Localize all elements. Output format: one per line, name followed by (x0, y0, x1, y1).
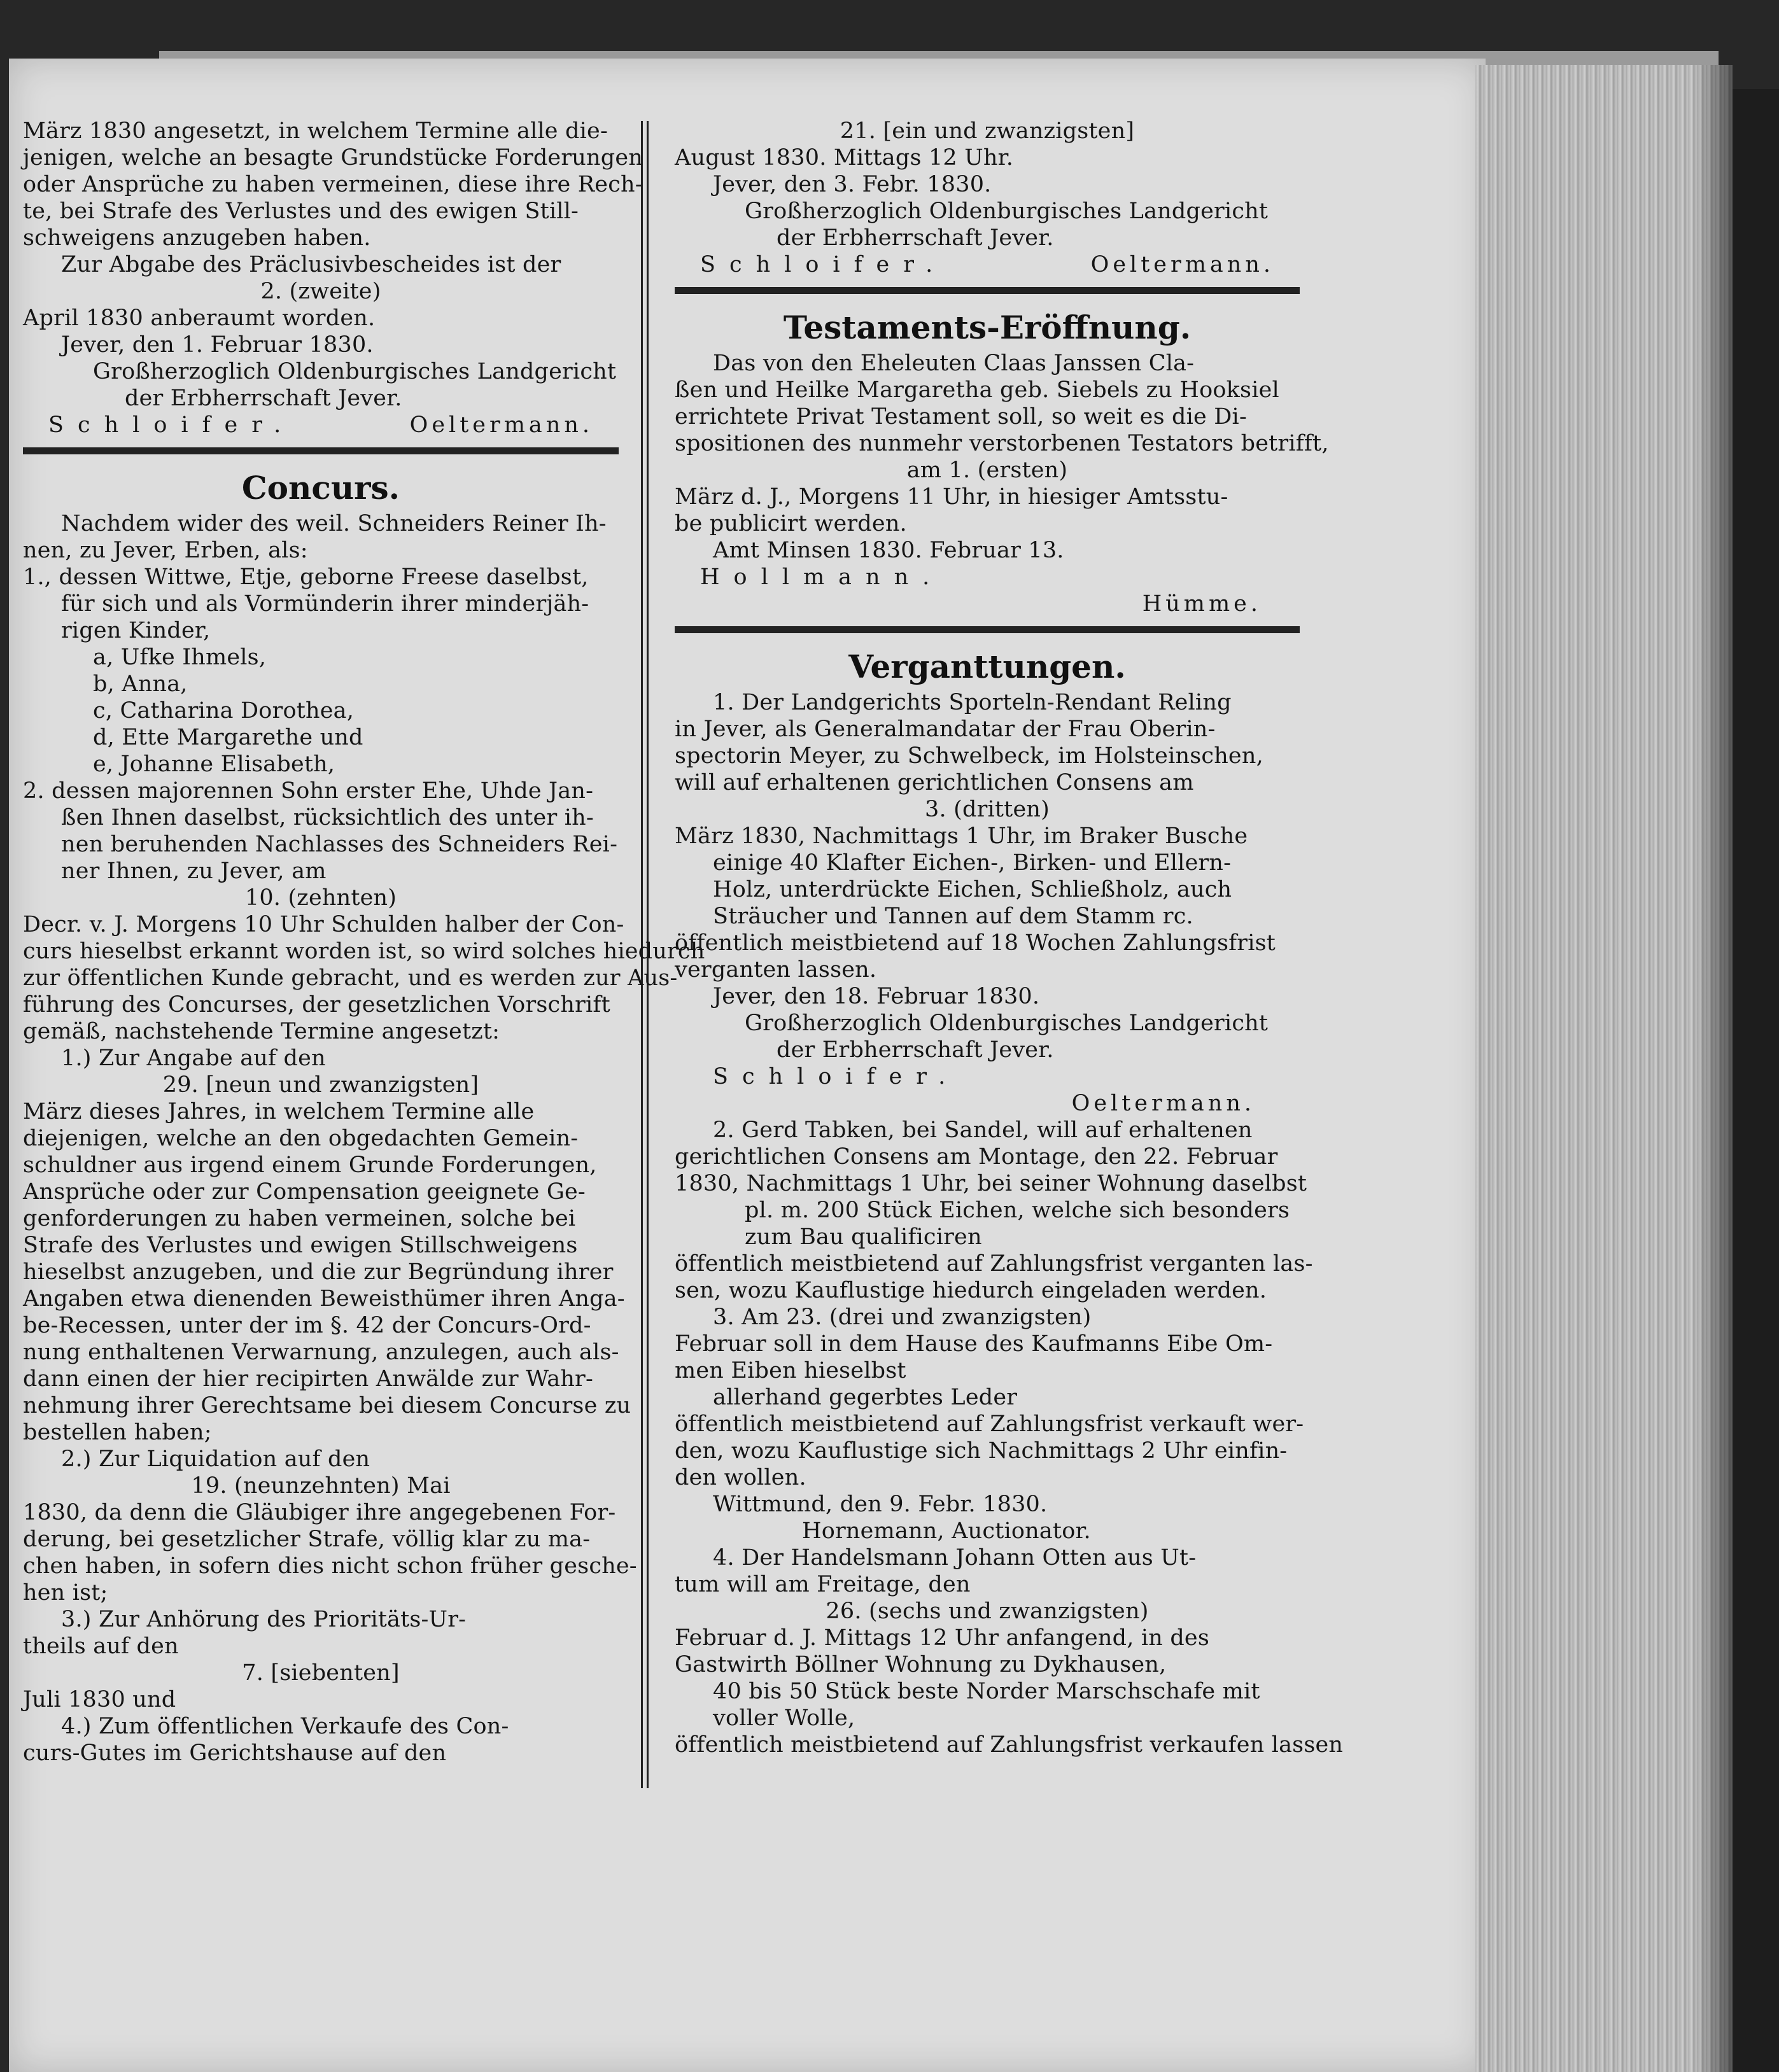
right-column (675, 118, 1344, 1823)
text-line: nen, zu Jever, Erben, als: (23, 538, 308, 563)
place-date: Wittmund, den 9. Febr. 1830. (713, 1492, 1048, 1517)
signature-line (675, 564, 1300, 591)
text-line: ner Ihnen, zu Jever, am (61, 858, 327, 884)
list-item: d, Ette Margarethe und (93, 725, 363, 750)
text-line: Ansprüche oder zur Compensation geeignete Ge- (23, 1179, 586, 1205)
court-name: Großherzoglich Oldenburgisches Landgericht (745, 1011, 1269, 1036)
section-rule (23, 447, 619, 454)
signature-name: Hornemann, Auctionator. (802, 1518, 1091, 1544)
text-line: men Eiben hieselbst (675, 1358, 906, 1383)
text-line: hen ist; (23, 1580, 108, 1606)
text-line: Strafe des Verlustes und ewigen Stillschweigens (23, 1233, 578, 1258)
text-line: theils auf den (23, 1634, 179, 1659)
date-term: am 1. (ersten) (906, 458, 1068, 483)
text-line: chen haben, in sofern dies nicht schon früher gesche- (23, 1553, 637, 1579)
text-line: nehmung ihrer Gerechtsame bei diesem Concurse zu (23, 1393, 631, 1418)
date-term: 26. (sechs und zwanzigsten) (826, 1599, 1149, 1624)
text-line: curs-Gutes im Gerichtshause auf den (23, 1740, 447, 1766)
signature-name: Schloifer. (700, 252, 947, 277)
date-term: 2. (zweite) (260, 279, 381, 304)
section-heading-testament: Testaments-Eröffnung. (783, 309, 1192, 346)
text-line: tum will am Freitage, den (675, 1572, 971, 1597)
section-heading-concurs: Concurs. (241, 469, 400, 507)
text-line: oder Ansprüche zu haben vermeinen, diese ihre Rech- (23, 172, 643, 197)
signature-name: Oeltermann. (1090, 252, 1274, 277)
term-item: 2.) Zur Liquidation auf den (61, 1446, 370, 1472)
signature-name: Schloifer. (48, 412, 295, 438)
text-line: Angaben etwa dienenden Beweisthümer ihren Anga- (23, 1286, 625, 1312)
book-fore-edge (1475, 65, 1733, 2072)
term-item: 4.) Zum öffentlichen Verkaufe des Con- (61, 1714, 509, 1739)
place-date: Jever, den 3. Febr. 1830. (713, 172, 992, 197)
date-term: 29. [neun und zwanzigsten] (162, 1072, 479, 1098)
text-line: zur öffentlichen Kunde gebracht, und es werden zur Aus- (23, 965, 678, 991)
text-line: zum Bau qualificiren (745, 1224, 982, 1250)
text-line: verganten lassen. (675, 957, 877, 983)
text-line: 4. Der Handelsmann Johann Otten aus Ut- (713, 1545, 1197, 1571)
text-line: jenigen, welche an besagte Grundstücke Forderungen (23, 145, 643, 171)
text-line: errichtete Privat Testament soll, so weit es die Di- (675, 404, 1247, 430)
text-line: Juli 1830 und (23, 1687, 176, 1712)
place-date: Jever, den 1. Februar 1830. (61, 332, 374, 358)
text-line: Sträucher und Tannen auf dem Stamm rc. (713, 904, 1193, 929)
text-line: 1., dessen Wittwe, Etje, geborne Freese daselbst, (23, 564, 589, 590)
text-line: diejenigen, welche an den obgedachten Gemein- (23, 1126, 579, 1151)
court-name: der Erbherrschaft Jever. (777, 1037, 1054, 1063)
text-line: für sich und als Vormünderin ihrer minderjäh- (61, 591, 589, 617)
text-line: 40 bis 50 Stück beste Norder Marschschafe mit (713, 1679, 1260, 1704)
text-line: Decr. v. J. Morgens 10 Uhr Schulden halber der Con- (23, 912, 624, 937)
signature-line (675, 591, 1300, 617)
date-term: 21. [ein und zwanzigsten] (840, 118, 1135, 144)
text-line: be publicirt werden. (675, 511, 907, 536)
date-term: 7. [siebenten] (242, 1660, 400, 1686)
section-heading-vergant: Verganttungen. (848, 648, 1126, 685)
place-date: Amt Minsen 1830. Februar 13. (713, 538, 1064, 563)
signature-line (23, 412, 619, 438)
text-line: den wollen. (675, 1465, 806, 1490)
text-line: schweigens anzugeben haben. (23, 225, 371, 251)
list-item: c, Catharina Dorothea, (93, 698, 355, 724)
text-line: öffentlich meistbietend auf 18 Wochen Zahlungsfrist (675, 930, 1276, 956)
text-line: in Jever, als Generalmandatar der Frau Oberin- (675, 717, 1216, 742)
list-item: a, Ufke Ihmels, (93, 645, 267, 670)
text-line: curs hieselbst erkannt worden ist, so wird solches hiedurch (23, 939, 705, 964)
text-line: Das von den Eheleuten Claas Janssen Cla- (713, 351, 1195, 376)
text-line: bestellen haben; (23, 1420, 212, 1445)
text-line: März dieses Jahres, in welchem Termine alle (23, 1099, 535, 1124)
signature-name: Oeltermann. (1071, 1091, 1255, 1116)
court-name: Großherzoglich Oldenburgisches Landgericht (93, 359, 617, 384)
text-line: nung enthaltenen Verwarnung, anzulegen, auch als- (23, 1340, 619, 1365)
text-line: hieselbst anzugeben, und die zur Begründung ihrer (23, 1259, 614, 1285)
text-line: nen beruhenden Nachlasses des Schneiders Rei- (61, 832, 618, 857)
text-line: öffentlich meistbietend auf Zahlungsfrist verkaufen lassen (675, 1732, 1344, 1758)
text-line: gemäß, nachstehende Termine angesetzt: (23, 1019, 500, 1044)
text-line: 1. Der Landgerichts Sporteln-Rendant Reling (713, 690, 1232, 715)
text-line: pl. m. 200 Stück Eichen, welche sich besonders (745, 1198, 1290, 1223)
signature-name: Hümme. (1142, 591, 1262, 617)
signature-line (675, 251, 1300, 278)
text-line: derung, bei gesetzlicher Strafe, völlig klar zu ma- (23, 1527, 591, 1552)
term-item: 1.) Zur Angabe auf den (61, 1046, 326, 1071)
signature-name: Hollmann. (700, 564, 944, 590)
court-name: der Erbherrschaft Jever. (777, 225, 1054, 251)
signature-name: Oeltermann. (409, 412, 593, 438)
text-line: will auf erhaltenen gerichtlichen Consens am (675, 770, 1194, 795)
text-line: Nachdem wider des weil. Schneiders Reiner Ih- (61, 511, 607, 536)
left-column (23, 118, 705, 1810)
court-name: der Erbherrschaft Jever. (125, 386, 402, 411)
date-term: 10. (zehnten) (244, 885, 397, 911)
text-line: ßen Ihnen daselbst, rücksichtlich des unter ih- (61, 805, 594, 830)
text-line: 2. Gerd Tabken, bei Sandel, will auf erhaltenen (713, 1117, 1253, 1143)
text-line: den, wozu Kauflustige sich Nachmittags 2 Uhr einfin- (675, 1438, 1288, 1464)
text-line: August 1830. Mittags 12 Uhr. (675, 145, 1014, 171)
court-name: Großherzoglich Oldenburgisches Landgericht (745, 199, 1269, 224)
text-line: allerhand gegerbtes Leder (713, 1385, 1018, 1410)
section-rule (675, 287, 1300, 294)
text-line: 2. dessen majorennen Sohn erster Ehe, Uhde Jan- (23, 778, 594, 804)
text-line: ßen und Heilke Margaretha geb. Siebels zu Hooksiel (675, 377, 1279, 403)
signature-name: Schloifer. (713, 1064, 960, 1089)
text-line: März d. J., Morgens 11 Uhr, in hiesiger Amtsstu- (675, 484, 1228, 510)
text-line: gerichtlichen Consens am Montage, den 22. Februar (675, 1144, 1278, 1170)
text-line: führung des Concurses, der gesetzlichen Vorschrift (23, 992, 610, 1018)
list-item: e, Johanne Elisabeth, (93, 752, 335, 777)
text-line: 3. Am 23. (drei und zwanzigsten) (713, 1305, 1092, 1330)
text-line: März 1830, Nachmittags 1 Uhr, im Braker Busche (675, 823, 1248, 849)
book-cover-edge (1733, 89, 1779, 2072)
text-line: März 1830 angesetzt, in welchem Termine alle die- (23, 118, 608, 144)
text-line: öffentlich meistbietend auf Zahlungsfrist verkauft wer- (675, 1411, 1304, 1437)
date-term: 19. (neunzehnten) Mai (191, 1473, 451, 1499)
text-line: sen, wozu Kauflustige hiedurch eingeladen werden. (675, 1278, 1267, 1303)
list-item: b, Anna, (93, 671, 188, 697)
text-line: öffentlich meistbietend auf Zahlungsfrist verganten las- (675, 1251, 1313, 1277)
section-rule (675, 626, 1300, 633)
text-line: voller Wolle, (713, 1705, 855, 1731)
term-item: 3.) Zur Anhörung des Prioritäts-Ur- (61, 1607, 467, 1632)
text-line: Holz, unterdrückte Eichen, Schließholz, auch (713, 877, 1232, 902)
text-line: April 1830 anberaumt worden. (23, 305, 376, 331)
text-line: te, bei Strafe des Verlustes und des ewigen Still- (23, 199, 579, 224)
text-line: spositionen des nunmehr verstorbenen Testators betrifft, (675, 431, 1329, 456)
text-line: Gastwirth Böllner Wohnung zu Dykhausen, (675, 1652, 1167, 1677)
text-line: Februar soll in dem Hause des Kaufmanns Eibe Om- (675, 1331, 1273, 1357)
text-line: einige 40 Klafter Eichen-, Birken- und Ellern- (713, 850, 1232, 876)
text-line: be-Recessen, unter der im §. 42 der Concurs-Ord- (23, 1313, 591, 1338)
text-line: 1830, Nachmittags 1 Uhr, bei seiner Wohnung daselbst (675, 1171, 1307, 1196)
text-line: spectorin Meyer, zu Schwelbeck, im Holsteinschen, (675, 743, 1263, 769)
text-line: genforderungen zu haben vermeinen, solche bei (23, 1206, 576, 1231)
date-term: 3. (dritten) (925, 797, 1050, 822)
text-line: 1830, da denn die Gläubiger ihre angegebenen For- (23, 1500, 616, 1525)
text-line: rigen Kinder, (61, 618, 211, 643)
text-line: schuldner aus irgend einem Grunde Forderungen, (23, 1152, 597, 1178)
text-line: Zur Abgabe des Präclusivbescheides ist der (61, 252, 561, 277)
place-date: Jever, den 18. Februar 1830. (713, 984, 1040, 1009)
text-line: Februar d. J. Mittags 12 Uhr anfangend, in des (675, 1625, 1210, 1651)
text-line: dann einen der hier recipirten Anwälde zur Wahr- (23, 1366, 594, 1392)
